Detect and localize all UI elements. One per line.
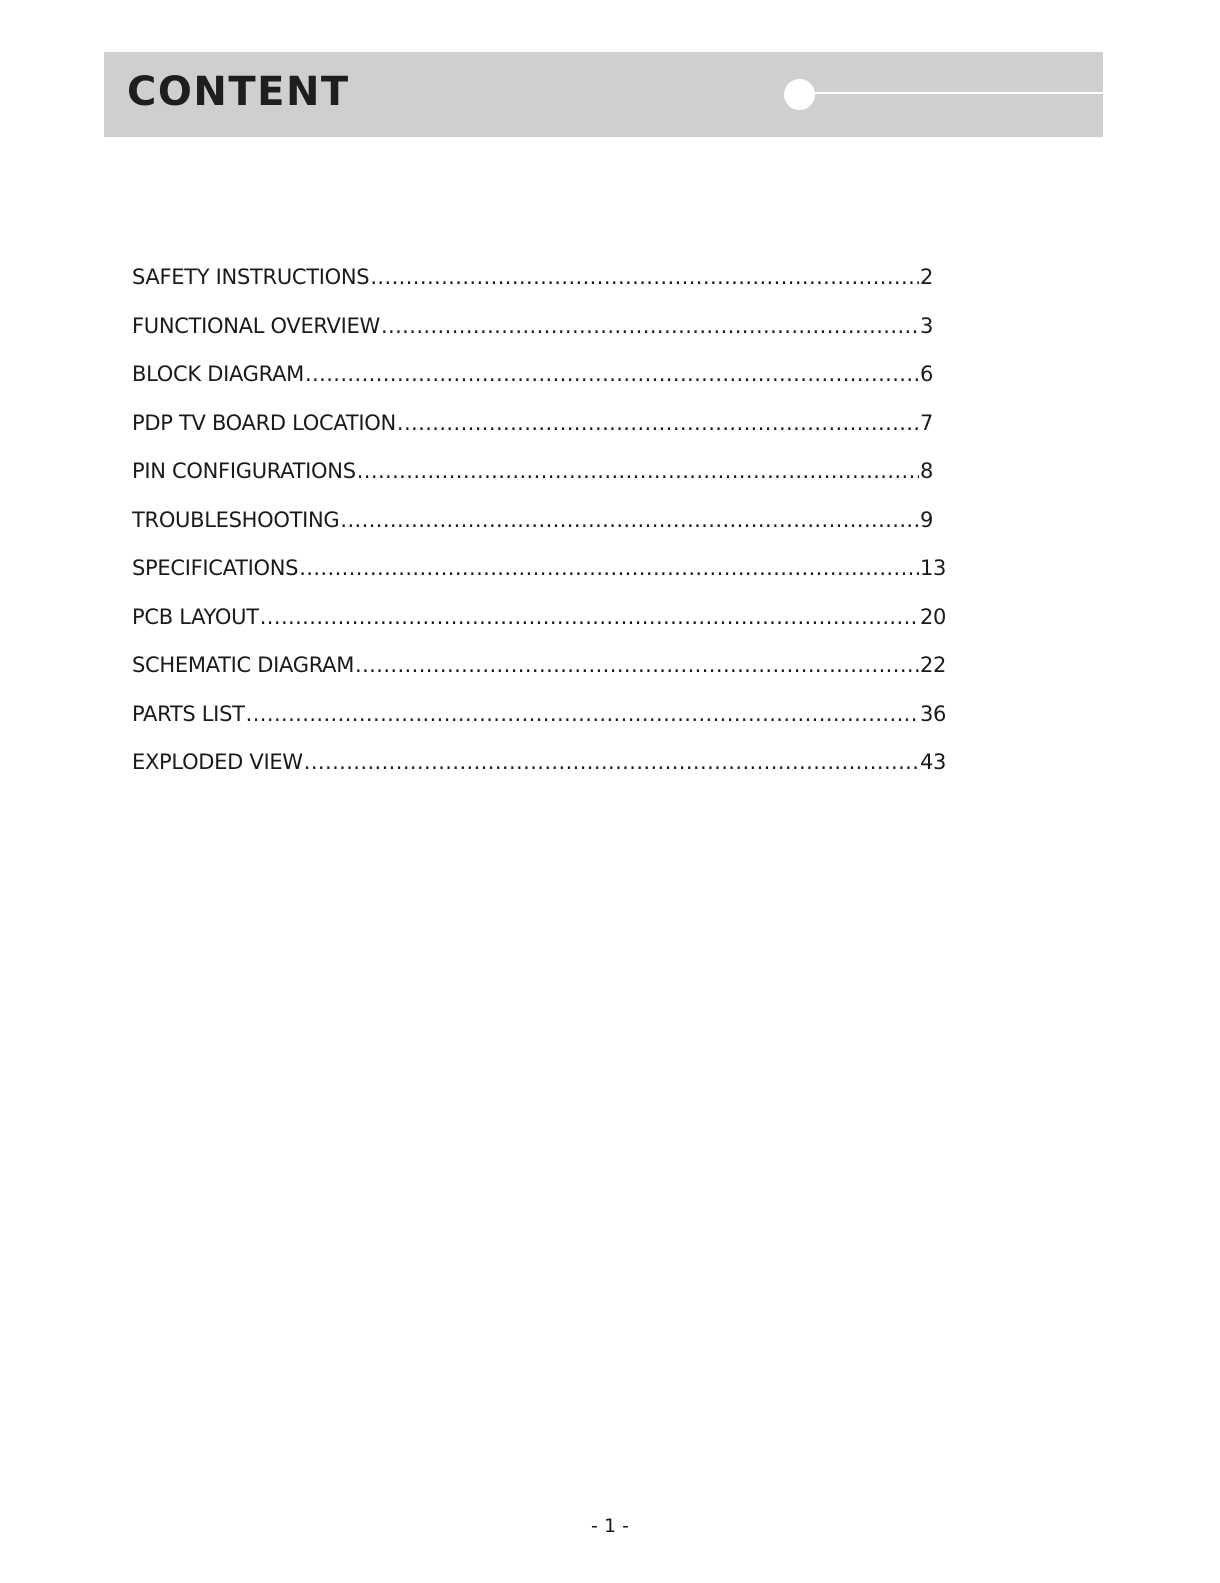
toc-dot-leader <box>304 750 919 774</box>
toc-entry-specifications[interactable] <box>132 556 948 605</box>
toc-entry-pdp-tv-board-location[interactable] <box>132 411 948 460</box>
toc-entry-page: 2 <box>920 265 934 289</box>
toc-entry-functional-overview[interactable] <box>132 314 948 363</box>
toc-entry-schematic-diagram[interactable] <box>132 653 948 702</box>
toc-entry-page: 8 <box>920 459 934 483</box>
header-band <box>104 52 1103 137</box>
table-of-contents <box>132 265 948 799</box>
toc-entry-title: BLOCK DIAGRAM <box>132 362 304 386</box>
toc-entry-title: PARTS LIST <box>132 701 245 726</box>
toc-entry-parts-list[interactable] <box>132 702 948 751</box>
toc-entry-page: 43 <box>920 750 947 774</box>
header-decorative-line <box>808 92 1103 94</box>
toc-entry-page: 9 <box>920 507 934 532</box>
toc-entry-page: 36 <box>920 701 947 726</box>
page-title: CONTENT <box>127 69 350 115</box>
toc-entry-page: 20 <box>920 604 947 629</box>
toc-entry-pcb-layout[interactable] <box>132 605 948 654</box>
toc-dot-leader <box>357 459 919 483</box>
toc-dot-leader <box>397 411 919 435</box>
toc-entry-pin-configurations[interactable] <box>132 459 948 508</box>
toc-dot-leader <box>246 702 919 726</box>
toc-entry-title: PIN CONFIGURATIONS <box>132 459 356 483</box>
toc-dot-leader <box>355 653 919 677</box>
toc-dot-leader <box>381 314 919 338</box>
toc-entry-page: 3 <box>920 313 934 338</box>
toc-entry-title: SPECIFICATIONS <box>132 556 299 580</box>
toc-dot-leader <box>299 556 919 580</box>
toc-entry-title: FUNCTIONAL OVERVIEW <box>132 313 380 338</box>
toc-entry-title: PCB LAYOUT <box>132 604 259 629</box>
toc-entry-exploded-view[interactable] <box>132 750 948 799</box>
toc-entry-title: SAFETY INSTRUCTIONS <box>132 265 370 289</box>
toc-entry-page: 13 <box>920 556 947 580</box>
toc-entry-title: EXPLODED VIEW <box>132 750 303 774</box>
toc-entry-troubleshooting[interactable] <box>132 508 948 557</box>
toc-entry-title: TROUBLESHOOTING <box>132 507 340 532</box>
toc-entry-page: 22 <box>920 653 947 677</box>
toc-entry-page: 6 <box>920 362 934 386</box>
toc-entry-block-diagram[interactable] <box>132 362 948 411</box>
page-number: - 1 - <box>591 1515 629 1537</box>
header-decorative-dot <box>784 79 815 110</box>
toc-dot-leader <box>340 508 919 532</box>
toc-dot-leader <box>370 265 919 289</box>
toc-entry-page: 7 <box>920 410 934 435</box>
toc-entry-safety-instructions[interactable] <box>132 265 948 314</box>
toc-dot-leader <box>260 605 919 629</box>
toc-entry-title: SCHEMATIC DIAGRAM <box>132 653 355 677</box>
toc-entry-title: PDP TV BOARD LOCATION <box>132 410 396 435</box>
toc-dot-leader <box>305 362 919 386</box>
